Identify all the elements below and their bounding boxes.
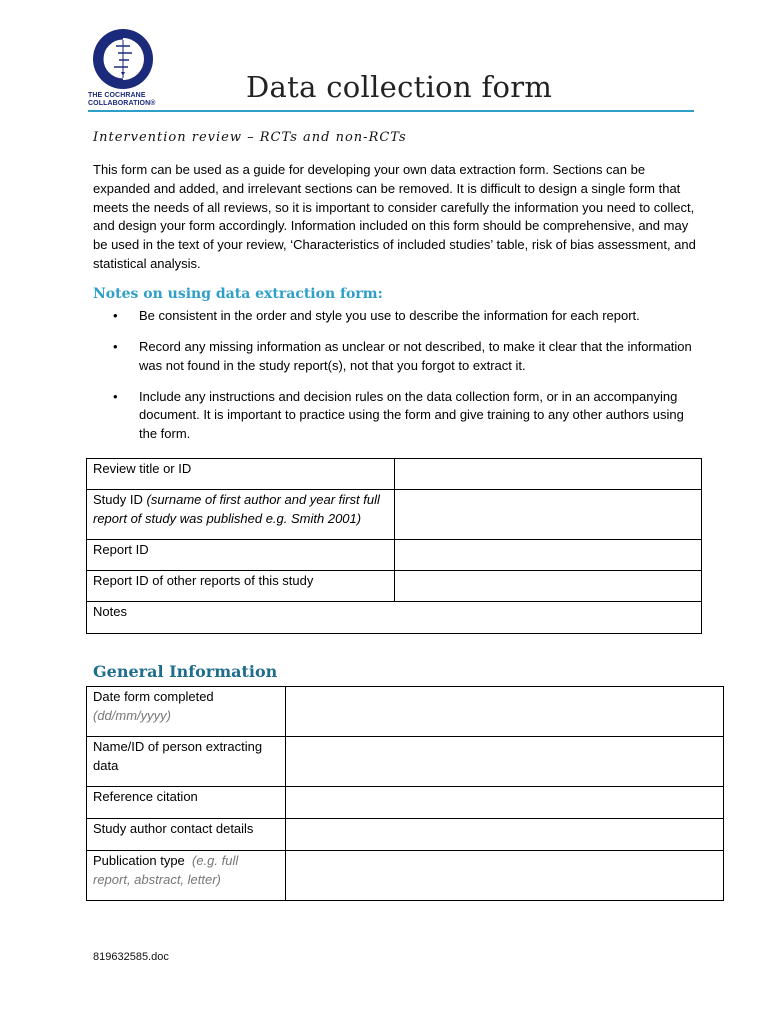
bullet-icon: • (113, 308, 118, 323)
list-item (93, 338, 703, 375)
table-row (87, 490, 702, 540)
pubtype-label (87, 851, 286, 901)
review-title-label: Review title or ID (87, 459, 395, 490)
footer-filename: 819632585.doc (93, 951, 169, 963)
bullet-text: Include any instructions and decision rules on the data collection form, or in an accompanying document. It is important to practice using the form and give training to any other authors using the form. (139, 388, 684, 441)
page-title: Data collection form (246, 70, 553, 104)
bullet-text: Record any missing information as unclear or not described, to make it clear that the information was not found in the study report(s), not that you forgot to extract it. (139, 339, 692, 373)
extractor-label: Name/ID of person extracting data (87, 737, 286, 787)
pubtype-input[interactable] (286, 851, 724, 901)
pubtype-hint: (e.g. full report, abstract, letter) (93, 853, 239, 887)
study-id-hint: (surname of first author and year first full report of study was published e.g. Smith 2001) (93, 492, 380, 526)
list-item (93, 388, 703, 444)
review-table (86, 458, 702, 634)
contact-label: Study author contact details (87, 819, 286, 851)
subtitle: Intervention review – RCTs and non-RCTs (93, 130, 407, 145)
date-label (87, 687, 286, 737)
table-row (87, 571, 702, 602)
report-id-input[interactable] (395, 540, 702, 571)
date-label-text: Date form completed (93, 689, 214, 704)
notes-label: Notes (93, 604, 127, 619)
contact-input[interactable] (286, 819, 724, 851)
citation-label: Reference citation (87, 787, 286, 819)
notes-field[interactable] (87, 602, 702, 634)
table-row (87, 687, 724, 737)
table-row (87, 819, 724, 851)
general-info-heading: General Information (93, 662, 278, 681)
table-row (87, 602, 702, 634)
notes-list (93, 307, 703, 456)
logo-text-line2: COLLABORATION® (88, 100, 156, 107)
bullet-icon: • (113, 339, 118, 355)
table-row (87, 787, 724, 819)
extractor-input[interactable] (286, 737, 724, 787)
date-hint: (dd/mm/yyyy) (93, 707, 171, 723)
title-divider (88, 110, 694, 112)
notes-heading: Notes on using data extraction form: (93, 286, 383, 302)
study-id-input[interactable] (395, 490, 702, 540)
list-item (93, 307, 703, 326)
logo-text (88, 92, 178, 108)
other-reports-label: Report ID of other reports of this study (87, 571, 395, 602)
table-row (87, 851, 724, 901)
other-reports-input[interactable] (395, 571, 702, 602)
pubtype-label-text: Publication type (93, 853, 185, 868)
study-id-label (87, 490, 395, 540)
table-row (87, 737, 724, 787)
date-input[interactable] (286, 687, 724, 737)
citation-input[interactable] (286, 787, 724, 819)
bullet-icon: • (113, 388, 118, 404)
review-title-input[interactable] (395, 459, 702, 490)
table-row (87, 459, 702, 490)
intro-paragraph: This form can be used as a guide for developing your own data extraction form. Sections can be expanded and added, and irrelevant sections can be removed. It is difficult to design a single form that meets the needs of all reviews, so it is important to consider carefully the information you need to collect, and design your form accordingly. Information included on this form should be comprehensive, and may be used in the text of your review, ‘Characteristics of included studies’ table, risk of bias assessment, and statistical analysis. (93, 162, 696, 271)
logo-text-line1: THE COCHRANE (88, 92, 146, 99)
study-id-text: Study ID (93, 492, 143, 507)
table-row (87, 540, 702, 571)
bullet-text: Be consistent in the order and style you use to describe the information for each report. (139, 308, 640, 323)
general-info-table (86, 686, 724, 901)
report-id-label: Report ID (87, 540, 395, 571)
